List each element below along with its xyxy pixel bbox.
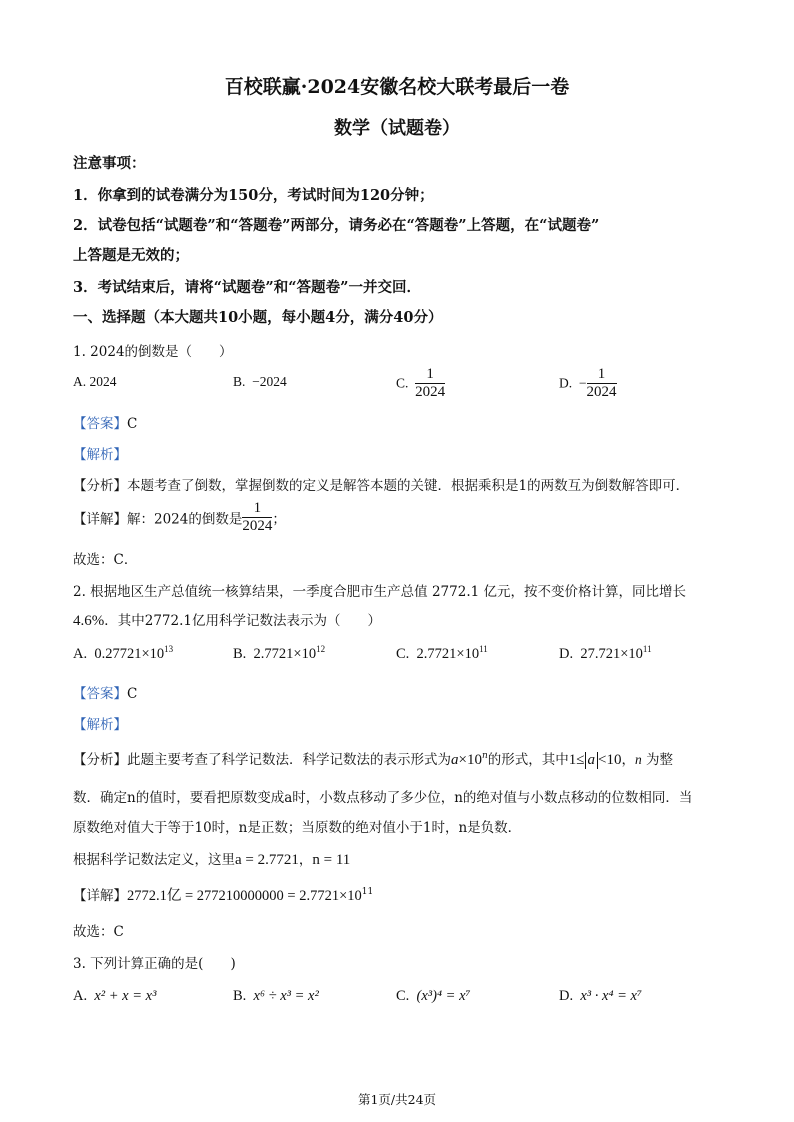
q2-option-a: A. $0.27721\times 10^{13}$ (73, 644, 174, 662)
q3-option-d: D. x³ · x⁴ = x⁷ (559, 988, 643, 1004)
q1-xiangjie: 【详解】解：2024的倒数是 $\frac{1}{2024}$ ； (73, 500, 286, 534)
q3-option-c: C. (x³)⁴ = x⁷ (396, 988, 471, 1004)
q2-option-d: D. $27.721\times 10^{11}$ (559, 644, 652, 662)
q1-conclusion: 故选：C． (73, 552, 138, 568)
q1-stem: 1. 2024的倒数是（ ） (73, 344, 233, 360)
q1-option-c-fraction: $\frac{1}{2024}$ (415, 366, 446, 400)
q2-fenxi-line3: 原数绝对值大于等于10时，n是正数；当原数的绝对值小于1时，n是负数． (73, 820, 522, 836)
q1-option-c: C. $\frac{1}{2024}$ (396, 366, 446, 400)
notice-item-2-cont: 上答题是无效的； (73, 247, 189, 264)
q1-xiangjie-fraction: $\frac{1}{2024}$ (242, 500, 273, 534)
q2-conclusion: 故选：C (73, 924, 124, 940)
q2-answer: 【答案】C (73, 686, 138, 702)
q1-option-a: A. 2024 (73, 374, 117, 389)
notice-heading: 注意事项： (73, 155, 146, 172)
notice-item-2: 2．试卷包括“试题卷”和“答题卷”两部分，请务必在“答题卷”上答题，在“试题卷” (73, 217, 600, 234)
q1-fenxi: 【分析】本题考查了倒数，掌握倒数的定义是解答本题的关键．根据乘积是1的两数互为倒数解答即可． (73, 478, 690, 494)
q2-stem-line2: 4.6%．其中2772.1亿用科学记数法表示为（ ） (73, 613, 381, 629)
q3-option-b: B. x⁶ ÷ x³ = x² (233, 988, 319, 1004)
q3-option-a: A. x² + x = x³ (73, 988, 157, 1004)
section-heading: 一、选择题（本大题共10小题，每小题4分，满分40分） (73, 309, 443, 326)
page-subtitle: 数学（试题卷） (334, 118, 460, 139)
q2-fenxi-line1: 【分析】此题主要考查了科学记数法．科学记数法的表示形式为$a\times 10^n$的形式，其中1≤ a <10，n 为整 (73, 751, 674, 768)
q2-fenxi-line2: 数．确定n的值时，要看把原数变成a时，小数点移动了多少位，n的绝对值与小数点移动的位数相同．当 (73, 790, 693, 806)
q1-option-d-fraction: $\frac{1}{2024}$ (586, 366, 617, 400)
q2-stem-line1: 2. 根据地区生产总值统一核算结果，一季度合肥市生产总值 2772.1 亿元，按不变价格计算，同比增长 (73, 584, 686, 600)
q2-definition: 根据科学记数法定义，这里a = 2.7721，n = 11 (73, 852, 351, 868)
q2-option-b: B. $2.7721\times 10^{12}$ (233, 644, 326, 662)
q2-option-c: C. $2.7721\times 10^{11}$ (396, 644, 488, 662)
q2-analysis-tag: 【解析】 (73, 717, 127, 733)
page-title: 百校联赢·2024安徽名校大联考最后一卷 (224, 76, 570, 98)
page-number: 第1页/共24页 (357, 1092, 437, 1107)
q1-option-b: B. −2024 (233, 374, 287, 389)
q1-option-d: D. − $\frac{1}{2024}$ (559, 366, 617, 400)
q2-xiangjie: 【详解】2772.1亿 = $277210000000 = 2.7721\times 10^{11}$ (73, 887, 374, 904)
q1-analysis-tag: 【解析】 (73, 447, 127, 463)
q3-stem: 3. 下列计算正确的是( ) (73, 956, 236, 972)
notice-item-1: 1．你拿到的试卷满分为150分，考试时间为120分钟； (73, 187, 434, 204)
q1-answer: 【答案】C (73, 416, 138, 432)
notice-item-3: 3．考试结束后，请将“试题卷”和“答题卷”一并交回． (73, 279, 421, 296)
